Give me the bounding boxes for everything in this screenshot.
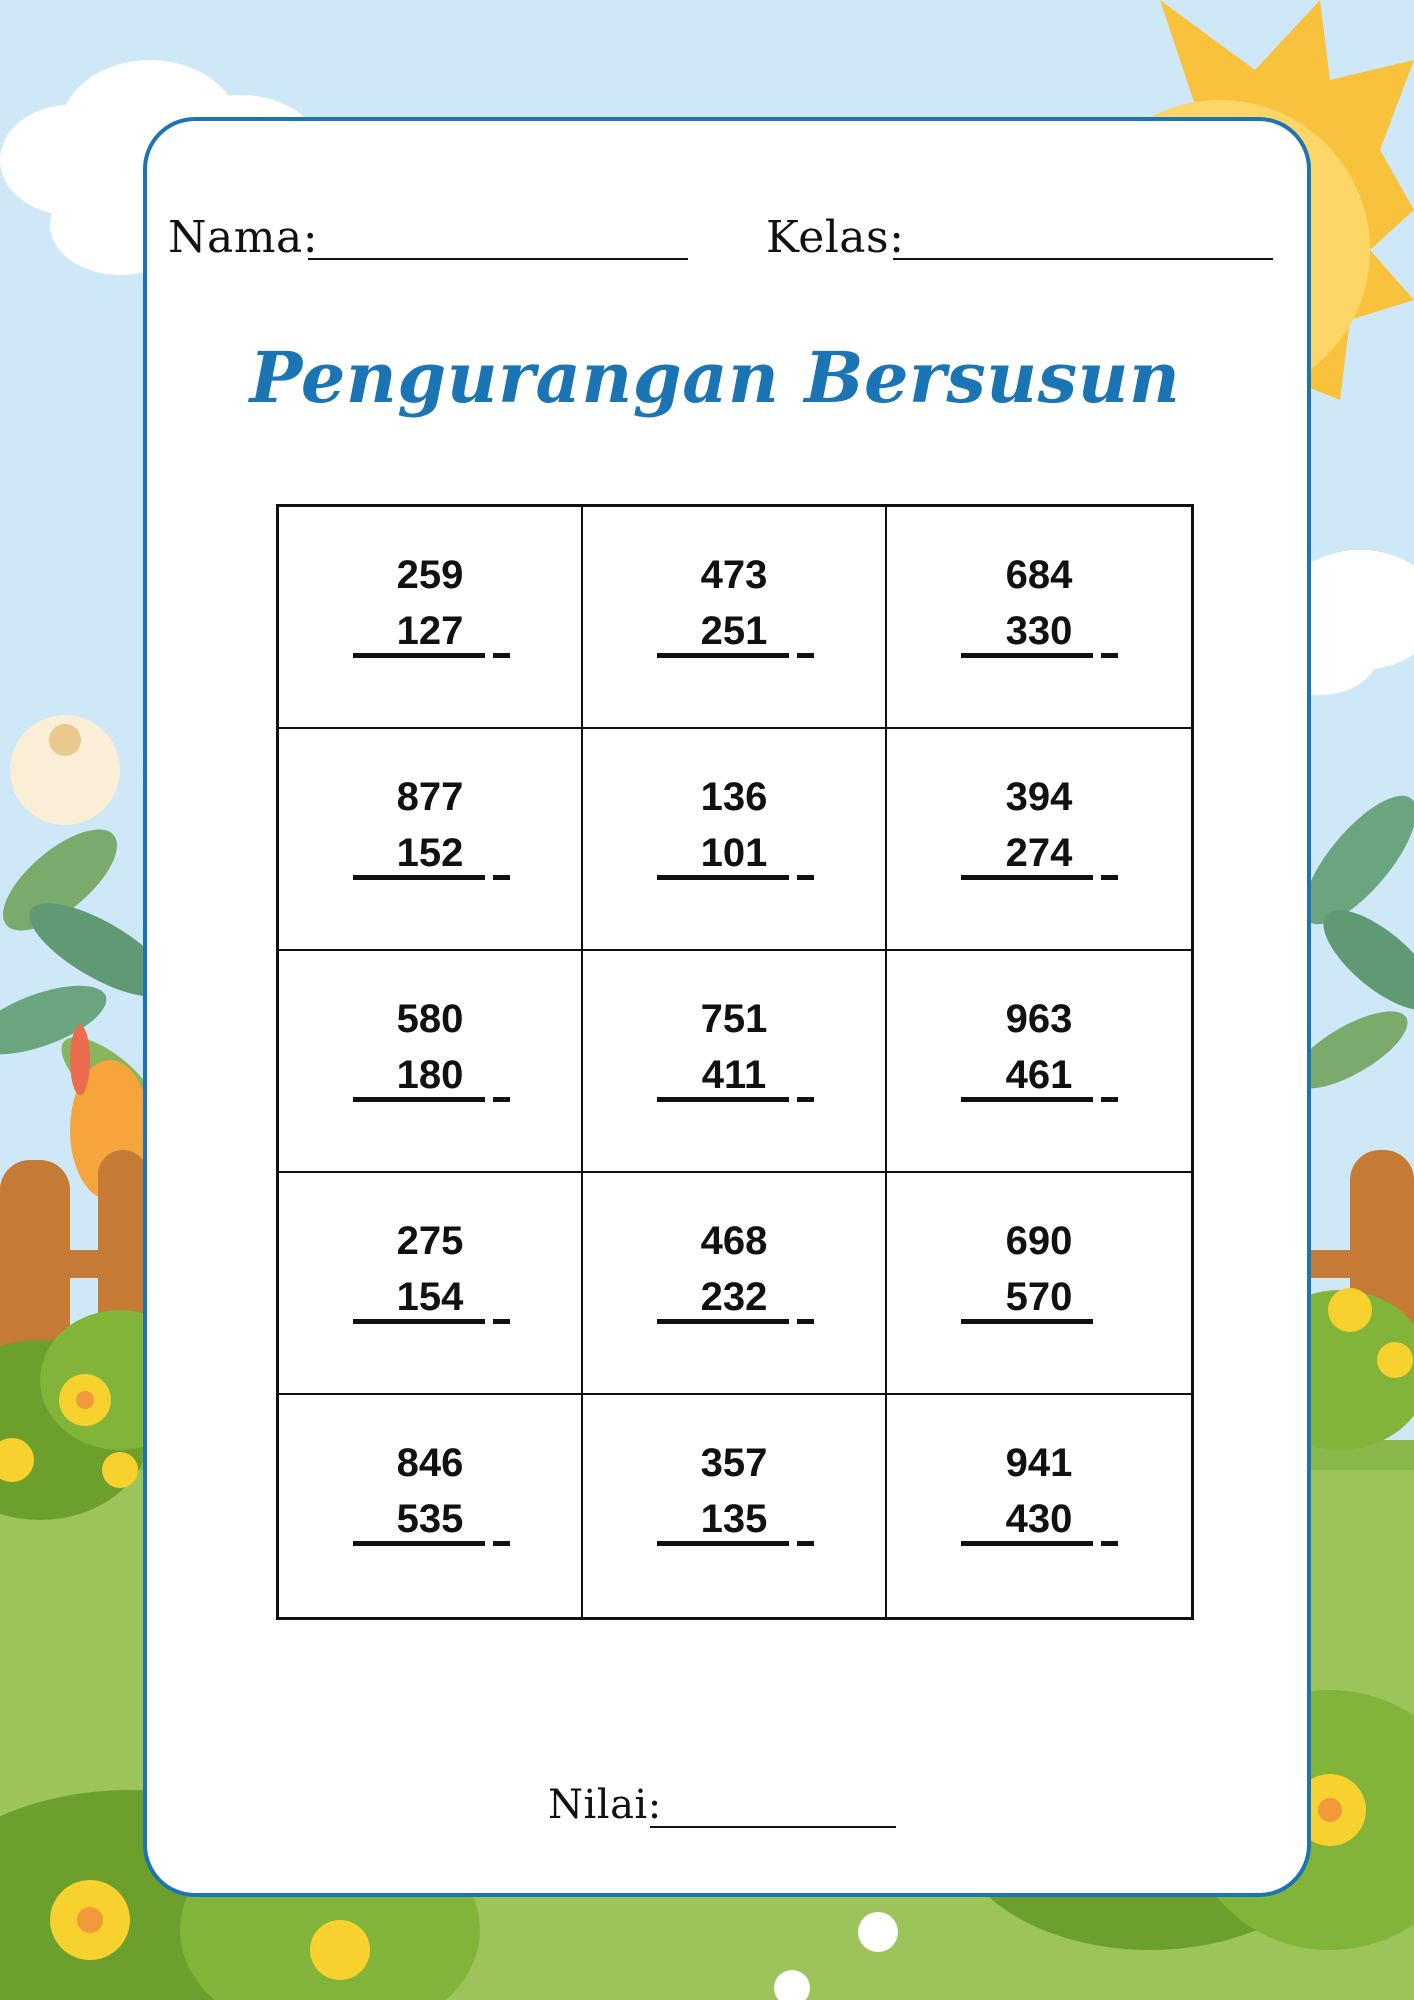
minus-icon xyxy=(1101,653,1118,658)
name-field[interactable] xyxy=(308,258,688,260)
minus-icon xyxy=(493,1097,510,1102)
problem-cell xyxy=(279,951,583,1173)
subtrahend: 535 xyxy=(396,1497,464,1541)
problem-cell xyxy=(279,507,583,729)
minuend: 690 xyxy=(1005,1219,1073,1263)
minuend: 941 xyxy=(1005,1441,1073,1485)
subtrahend: 411 xyxy=(701,1053,767,1097)
problem-cell xyxy=(583,729,887,951)
subtrahend: 430 xyxy=(1005,1497,1073,1541)
answer-line[interactable] xyxy=(657,1097,789,1102)
problem-cell xyxy=(887,1173,1191,1395)
subtrahend: 127 xyxy=(396,609,464,653)
problem-cell xyxy=(279,729,583,951)
answer-line[interactable] xyxy=(353,1097,485,1102)
problem-cell xyxy=(887,1395,1191,1617)
problem-grid xyxy=(276,504,1194,1620)
minuend: 357 xyxy=(700,1441,768,1485)
minus-icon xyxy=(797,875,814,880)
problem-cell xyxy=(583,951,887,1173)
problem-cell xyxy=(887,951,1191,1173)
problem-cell xyxy=(887,507,1191,729)
score-label: Nilai: xyxy=(548,1782,662,1828)
subtrahend: 180 xyxy=(396,1053,464,1097)
minuend: 846 xyxy=(396,1441,464,1485)
subtrahend: 461 xyxy=(1005,1053,1073,1097)
minus-icon xyxy=(1101,875,1118,880)
minuend: 684 xyxy=(1005,553,1073,597)
subtrahend: 330 xyxy=(1005,609,1073,653)
minuend: 136 xyxy=(700,775,768,819)
answer-line[interactable] xyxy=(961,875,1093,880)
problem-cell xyxy=(583,1395,887,1617)
answer-line[interactable] xyxy=(353,875,485,880)
name-label: Nama: xyxy=(168,212,319,263)
subtrahend: 101 xyxy=(700,831,768,875)
answer-line[interactable] xyxy=(353,653,485,658)
minus-icon xyxy=(1101,1097,1118,1102)
problem-cell xyxy=(583,1173,887,1395)
subtrahend: 274 xyxy=(1005,831,1073,875)
minus-icon xyxy=(1101,1541,1118,1546)
score-field[interactable] xyxy=(650,1826,896,1828)
problem-cell xyxy=(279,1395,583,1617)
answer-line[interactable] xyxy=(961,653,1093,658)
answer-line[interactable] xyxy=(353,1541,485,1546)
subtrahend: 570 xyxy=(1005,1275,1073,1319)
subtrahend: 251 xyxy=(700,609,768,653)
worksheet-title: Pengurangan Bersusun xyxy=(249,336,1181,419)
answer-line[interactable] xyxy=(353,1319,485,1324)
minus-icon xyxy=(797,1319,814,1324)
minuend: 963 xyxy=(1005,997,1073,1041)
answer-line[interactable] xyxy=(657,875,789,880)
minuend: 468 xyxy=(700,1219,768,1263)
answer-line[interactable] xyxy=(657,1319,789,1324)
answer-line[interactable] xyxy=(961,1541,1093,1546)
subtrahend: 232 xyxy=(700,1275,768,1319)
minuend: 877 xyxy=(396,775,464,819)
minus-icon xyxy=(797,1097,814,1102)
answer-line[interactable] xyxy=(961,1319,1093,1324)
minuend: 394 xyxy=(1005,775,1073,819)
minuend: 259 xyxy=(396,553,464,597)
problem-cell xyxy=(887,729,1191,951)
problem-cell xyxy=(279,1173,583,1395)
minuend: 751 xyxy=(700,997,768,1041)
answer-line[interactable] xyxy=(657,1541,789,1546)
minuend: 473 xyxy=(700,553,768,597)
minus-icon xyxy=(493,653,510,658)
minus-icon xyxy=(493,875,510,880)
minuend: 275 xyxy=(396,1219,464,1263)
minus-icon xyxy=(797,653,814,658)
class-field[interactable] xyxy=(893,258,1273,260)
minus-icon xyxy=(493,1319,510,1324)
subtrahend: 154 xyxy=(396,1275,464,1319)
subtrahend: 135 xyxy=(700,1497,768,1541)
problem-cell xyxy=(583,507,887,729)
minuend: 580 xyxy=(396,997,464,1041)
answer-line[interactable] xyxy=(961,1097,1093,1102)
answer-line[interactable] xyxy=(657,653,789,658)
minus-icon xyxy=(797,1541,814,1546)
minus-icon xyxy=(493,1541,510,1546)
class-label: Kelas: xyxy=(766,212,905,263)
subtrahend: 152 xyxy=(396,831,464,875)
